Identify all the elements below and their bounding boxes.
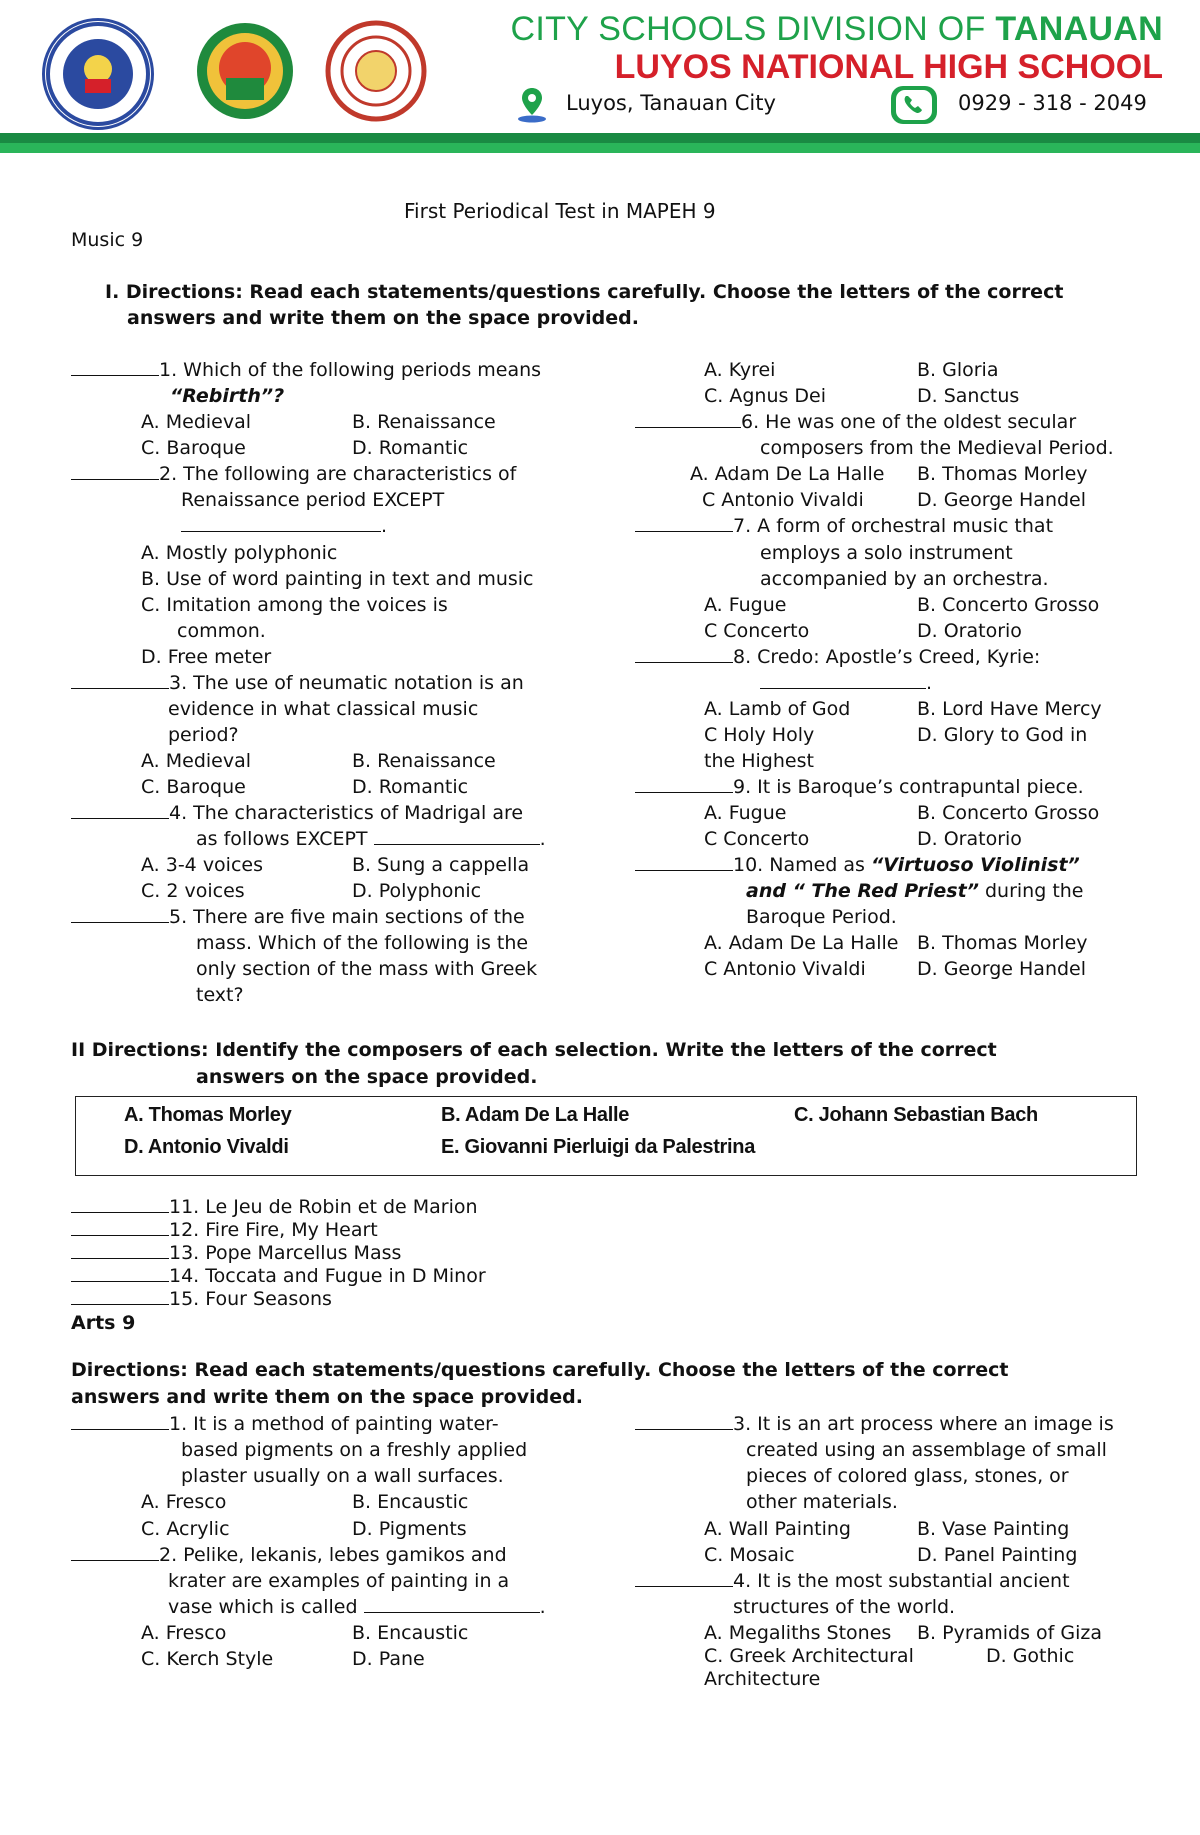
question-9: 9. It is Baroque’s contrapuntal piece. (635, 774, 1084, 800)
arts-question-3-cont3: other materials. (746, 1491, 898, 1513)
q2-option-c: C. Imitation among the voices is (141, 594, 448, 616)
arts-q3-option-a: A. Wall Painting (704, 1518, 851, 1540)
composer-choice-a: A. Thomas Morley (124, 1104, 292, 1126)
q4-option-c: C. 2 voices (141, 880, 245, 902)
q6-option-d: D. George Handel (917, 489, 1087, 511)
q3-option-b: B. Renaissance (352, 750, 496, 772)
arts-question-2-cont2: vase which is called . (168, 1596, 546, 1618)
music-directions: I. Directions: Read each statements/questions carefully. Choose the letters of the correct (105, 281, 1064, 303)
q10-option-b: B. Thomas Morley (917, 932, 1088, 954)
question-8-blank: . (760, 670, 932, 696)
question-10: 10. Named as “Virtuoso Violinist” (635, 852, 1080, 878)
question-3-cont2: period? (168, 724, 239, 746)
question-7-cont: employs a solo instrument (760, 542, 1013, 564)
division-seal-logo (192, 18, 298, 124)
q8-option-c: C Holy Holy (704, 724, 815, 746)
q6-option-c: C Antonio Vivaldi (702, 489, 864, 511)
arts-question-3-cont2: pieces of colored glass, stones, or (746, 1465, 1069, 1487)
question-5: 5. There are five main sections of the (71, 904, 525, 930)
q8-option-b: B. Lord Have Mercy (917, 698, 1102, 720)
question-4-cont: as follows EXCEPT . (196, 828, 546, 850)
item-14: 14. Toccata and Fugue in D Minor (71, 1263, 486, 1289)
question-6: 6. He was one of the oldest secular (635, 409, 1076, 435)
arts-question-2-cont: krater are examples of painting in a (168, 1570, 510, 1592)
q3-option-d: D. Romantic (352, 776, 469, 798)
deped-seal-logo (42, 18, 154, 130)
arts-q1-option-d: D. Pigments (352, 1518, 467, 1540)
question-5-cont3: text? (196, 984, 244, 1006)
arts-q4-option-d: D. Gothic (986, 1645, 1075, 1667)
question-7: 7. A form of orchestral music that (635, 513, 1053, 539)
school-phone: 0929 - 318 - 2049 (958, 91, 1147, 115)
arts-question-4: 4. It is the most substantial ancient (635, 1568, 1070, 1594)
q1-option-c: C. Baroque (141, 437, 246, 459)
part2-directions-cont: answers on the space provided. (196, 1066, 538, 1088)
q2-option-a: A. Mostly polyphonic (141, 542, 338, 564)
q6-option-a: A. Adam De La Halle (690, 463, 885, 485)
q5-option-b: B. Gloria (917, 359, 999, 381)
composer-choice-c: C. Johann Sebastian Bach (794, 1104, 1038, 1126)
q1-option-d: D. Romantic (352, 437, 469, 459)
q5-option-c: C. Agnus Dei (704, 385, 827, 407)
q8-option-d-cont: the Highest (704, 750, 814, 772)
test-title: First Periodical Test in MAPEH 9 (404, 199, 716, 223)
question-5-cont: mass. Which of the following is the (196, 932, 529, 954)
q3-option-a: A. Medieval (141, 750, 252, 772)
composer-choice-b: B. Adam De La Halle (441, 1104, 630, 1126)
arts-q3-option-c: C. Mosaic (704, 1544, 795, 1566)
arts-q2-option-a: A. Fresco (141, 1622, 227, 1644)
q7-option-c: C Concerto (704, 620, 810, 642)
item-13: 13. Pope Marcellus Mass (71, 1240, 401, 1266)
music-directions-cont: answers and write them on the space provided. (127, 307, 639, 329)
arts-q2-option-b: B. Encaustic (352, 1622, 469, 1644)
header-divider (0, 133, 1200, 143)
arts-q3-option-b: B. Vase Painting (917, 1518, 1070, 1540)
question-2-cont: Renaissance period EXCEPT (181, 489, 445, 511)
q8-option-a: A. Lamb of God (704, 698, 851, 720)
header-divider-light (0, 143, 1200, 153)
school-address: Luyos, Tanauan City (566, 91, 776, 115)
arts-question-3-cont: created using an assemblage of small (746, 1439, 1107, 1461)
arts-question-3: 3. It is an art process where an image is (635, 1411, 1114, 1437)
q9-option-d: D. Oratorio (917, 828, 1022, 850)
q8-option-d: D. Glory to God in (917, 724, 1088, 746)
q6-option-b: B. Thomas Morley (917, 463, 1088, 485)
arts-question-1: 1. It is a method of painting water- (71, 1411, 499, 1437)
q1-option-b: B. Renaissance (352, 411, 496, 433)
item-11: 11. Le Jeu de Robin et de Marion (71, 1194, 478, 1220)
arts-q4-option-c: C. Greek Architectural (704, 1645, 914, 1667)
arts-q4-option-a: A. Megaliths Stones (704, 1622, 892, 1644)
q2-option-b: B. Use of word painting in text and music (141, 568, 534, 590)
q4-option-a: A. 3-4 voices (141, 854, 263, 876)
q3-option-c: C. Baroque (141, 776, 246, 798)
q4-option-b: B. Sung a cappella (352, 854, 530, 876)
arts-q4-option-c-cont: Architecture (704, 1668, 821, 1690)
question-2: 2. The following are characteristics of (71, 461, 516, 487)
school-seal-logo (323, 18, 429, 124)
arts-heading: Arts 9 (71, 1312, 136, 1334)
arts-question-2: 2. Pelike, lekanis, lebes gamikos and (71, 1542, 507, 1568)
q9-option-c: C Concerto (704, 828, 810, 850)
question-3-cont: evidence in what classical music (168, 698, 479, 720)
q7-option-d: D. Oratorio (917, 620, 1022, 642)
arts-q2-option-c: C. Kerch Style (141, 1648, 274, 1670)
q2-option-c-cont: common. (177, 620, 266, 642)
arts-q3-option-d: D. Panel Painting (917, 1544, 1078, 1566)
question-4: 4. The characteristics of Madrigal are (71, 800, 523, 826)
q5-option-d: D. Sanctus (917, 385, 1020, 407)
arts-question-1-cont2: plaster usually on a wall surfaces. (181, 1465, 504, 1487)
arts-q1-option-a: A. Fresco (141, 1491, 227, 1513)
q10-option-a: A. Adam De La Halle (704, 932, 899, 954)
q4-option-d: D. Polyphonic (352, 880, 482, 902)
q10-option-c: C Antonio Vivaldi (704, 958, 866, 980)
music-heading: Music 9 (71, 229, 144, 251)
question-1-term: “Rebirth”? (170, 385, 285, 407)
location-pin-icon (512, 86, 552, 128)
composer-choice-e: E. Giovanni Pierluigi da Palestrina (441, 1136, 756, 1158)
arts-directions: Directions: Read each statements/questions carefully. Choose the letters of the correct (71, 1359, 1009, 1381)
school-name: LUYOS NATIONAL HIGH SCHOOL (614, 48, 1163, 86)
question-2-blank: . (181, 513, 387, 539)
question-1: 1. Which of the following periods means (71, 357, 541, 383)
question-3: 3. The use of neumatic notation is an (71, 670, 524, 696)
item-15: 15. Four Seasons (71, 1286, 332, 1312)
question-6-cont: composers from the Medieval Period. (760, 437, 1114, 459)
q9-option-b: B. Concerto Grosso (917, 802, 1100, 824)
arts-question-1-cont: based pigments on a freshly applied (181, 1439, 528, 1461)
arts-directions-cont: answers and write them on the space provided. (71, 1386, 583, 1408)
part2-directions: II Directions: Identify the composers of each selection. Write the letters of the correct (71, 1039, 997, 1061)
phone-icon (889, 84, 939, 130)
arts-q4-option-b: B. Pyramids of Giza (917, 1622, 1103, 1644)
question-10-cont: and “ The Red Priest” during the (746, 880, 1084, 902)
question-8: 8. Credo: Apostle’s Creed, Kyrie: (635, 644, 1040, 670)
q10-option-d: D. George Handel (917, 958, 1087, 980)
arts-q2-option-d: D. Pane (352, 1648, 425, 1670)
item-12: 12. Fire Fire, My Heart (71, 1217, 378, 1243)
q7-option-b: B. Concerto Grosso (917, 594, 1100, 616)
q7-option-a: A. Fugue (704, 594, 787, 616)
division-heading: CITY SCHOOLS DIVISION OF TANAUAN (510, 10, 1163, 48)
arts-q1-option-b: B. Encaustic (352, 1491, 469, 1513)
question-7-cont2: accompanied by an orchestra. (760, 568, 1049, 590)
composer-choice-d: D. Antonio Vivaldi (124, 1136, 289, 1158)
arts-question-4-cont: structures of the world. (733, 1596, 956, 1618)
question-5-cont2: only section of the mass with Greek (196, 958, 538, 980)
q2-option-d: D. Free meter (141, 646, 272, 668)
q5-option-a: A. Kyrei (704, 359, 776, 381)
question-10-cont2: Baroque Period. (746, 906, 897, 928)
arts-q1-option-c: C. Acrylic (141, 1518, 230, 1540)
q1-option-a: A. Medieval (141, 411, 252, 433)
q9-option-a: A. Fugue (704, 802, 787, 824)
